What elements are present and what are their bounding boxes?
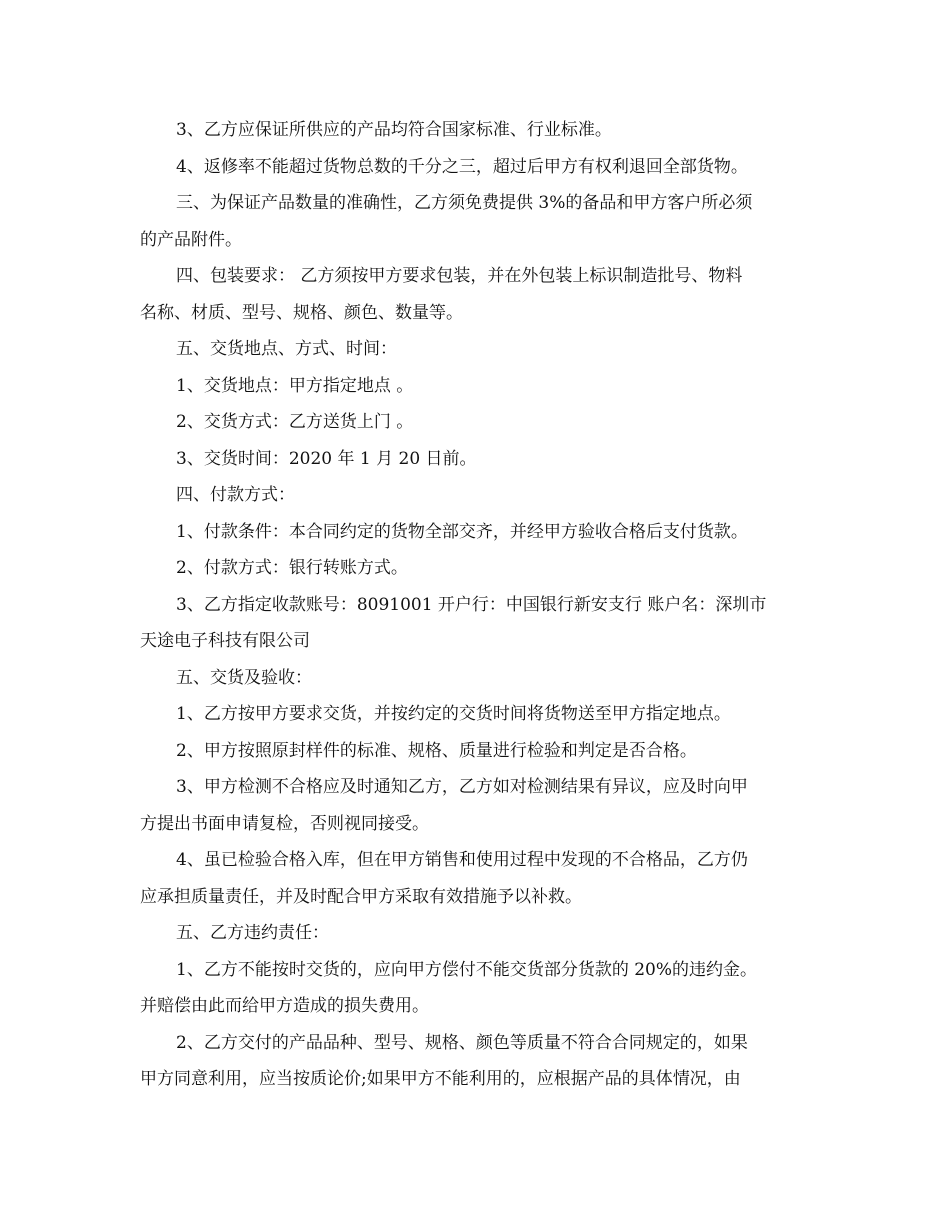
section-heading-payment xyxy=(140,477,802,514)
paragraph-line: 3、乙方指定收款账号：8091001 开户行：中国银行新安支行 账户名：深圳市 xyxy=(176,594,767,615)
paragraph-acceptance-1 xyxy=(140,696,802,733)
section-heading: 四、付款方式： xyxy=(176,485,295,505)
paragraph-line: 2、交货方式：乙方送货上门 。 xyxy=(176,412,414,432)
paragraph-line: 4、返修率不能超过货物总数的千分之三，超过后甲方有权利退回全部货物。 xyxy=(176,156,748,177)
paragraph-line: 甲方同意利用，应当按质论价;如果甲方不能利用的，应根据产品的具体情况，由 xyxy=(140,1069,741,1089)
paragraph-line: 1、乙方不能按时交货的，应向甲方偿付不能交货部分货款的 20%的违约金。 xyxy=(176,959,758,980)
paragraph-delivery-location xyxy=(140,368,802,405)
paragraph-line: 2、甲方按照原封样件的标准、规格、质量进行检验和判定是否合格。 xyxy=(176,740,697,761)
paragraph-acceptance-2 xyxy=(140,733,802,770)
paragraph-payment-method xyxy=(140,550,802,587)
section-heading: 五、交货地点、方式、时间： xyxy=(176,339,397,359)
paragraph-line: 1、交货地点：甲方指定地点 。 xyxy=(176,375,414,396)
paragraph-line: 2、乙方交付的产品品种、型号、规格、颜色等质量不符合合同规定的，如果 xyxy=(176,1032,748,1053)
paragraph-liability-1 xyxy=(140,952,802,1025)
paragraph-line: 并赔偿由此而给甲方造成的损失费用。 xyxy=(140,996,429,1016)
paragraph-acceptance-4 xyxy=(140,842,802,915)
paragraph-delivery-method xyxy=(140,404,802,441)
paragraph-repair-rate xyxy=(140,149,802,186)
paragraph-line: 3、交货时间：2020 年 1 月 20 日前。 xyxy=(176,448,477,469)
paragraph-quality-standards xyxy=(140,112,802,149)
document-body xyxy=(140,112,802,1098)
paragraph-packaging xyxy=(140,258,802,331)
paragraph-spare-parts xyxy=(140,185,802,258)
paragraph-line: 1、付款条件：本合同约定的货物全部交齐，并经甲方验收合格后支付货款。 xyxy=(176,521,748,542)
paragraph-line: 方提出书面申请复检，否则视同接受。 xyxy=(140,813,429,834)
section-heading-liability xyxy=(140,915,802,952)
paragraph-line: 的产品附件。 xyxy=(140,229,242,250)
section-heading-acceptance xyxy=(140,660,802,697)
section-heading: 五、交货及验收： xyxy=(176,667,312,688)
paragraph-line: 四、包装要求： 乙方须按甲方要求包装，并在外包装上标识制造批号、物料 xyxy=(176,266,743,286)
paragraph-line: 1、乙方按甲方要求交货，并按约定的交货时间将货物送至甲方指定地点。 xyxy=(176,704,731,724)
paragraph-payment-terms xyxy=(140,514,802,551)
paragraph-line: 4、虽已检验合格入库，但在甲方销售和使用过程中发现的不合格品，乙方仍 xyxy=(176,850,748,870)
paragraph-line: 名称、材质、型号、规格、颜色、数量等。 xyxy=(140,302,463,323)
paragraph-line: 应承担质量责任，并及时配合甲方采取有效措施予以补救。 xyxy=(140,886,582,907)
paragraph-line: 2、付款方式：银行转账方式。 xyxy=(176,558,408,578)
paragraph-line: 3、乙方应保证所供应的产品均符合国家标准、行业标准。 xyxy=(176,120,612,140)
paragraph-line: 3、甲方检测不合格应及时通知乙方，乙方如对检测结果有异议，应及时向甲 xyxy=(176,777,748,797)
paragraph-bank-account xyxy=(140,587,802,660)
paragraph-line: 天途电子科技有限公司 xyxy=(140,631,310,651)
paragraph-delivery-time xyxy=(140,441,802,478)
paragraph-acceptance-3 xyxy=(140,769,802,842)
paragraph-liability-2 xyxy=(140,1025,802,1098)
paragraph-line: 三、为保证产品数量的准确性，乙方须免费提供 3%的备品和甲方客户所必须 xyxy=(176,193,753,213)
section-heading-delivery xyxy=(140,331,802,368)
section-heading: 五、乙方违约责任： xyxy=(176,923,329,943)
